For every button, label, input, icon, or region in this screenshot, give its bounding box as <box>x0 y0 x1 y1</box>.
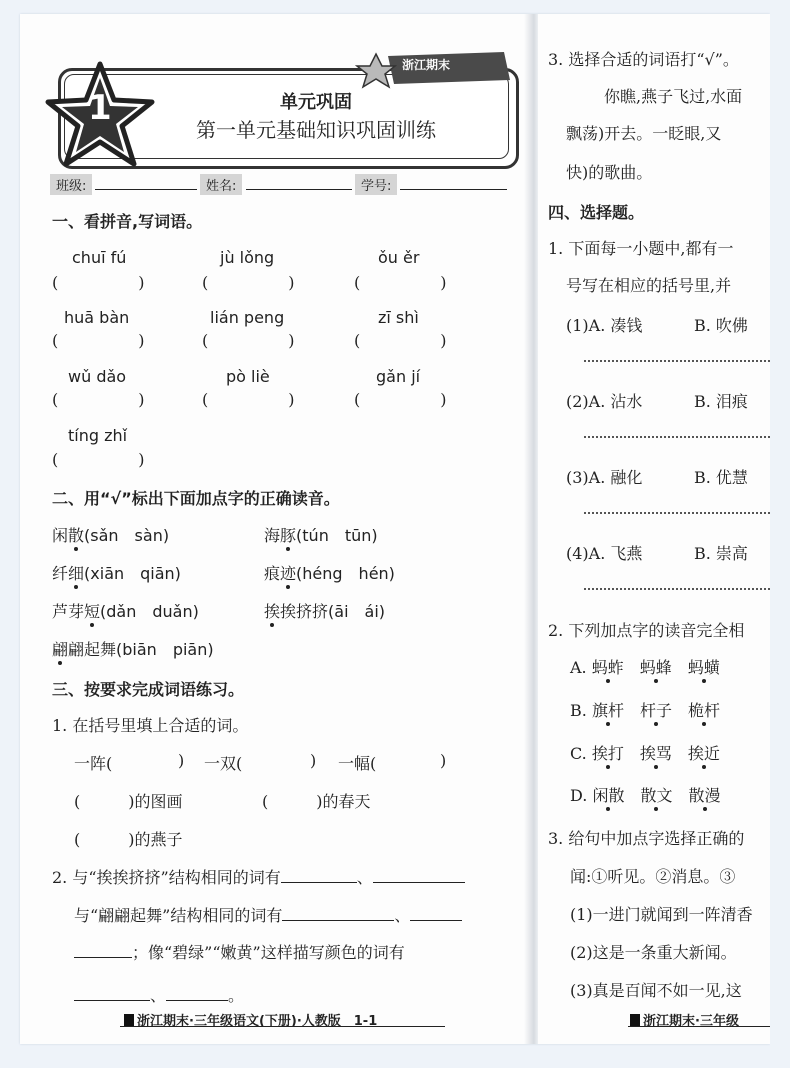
right-q1: 1. 下面每一小题中,都有一 <box>548 239 734 258</box>
answer-line[interactable] <box>584 512 770 514</box>
footer-left: 浙江期末·三年级语文(下册)·人教版 1-1 <box>124 1010 377 1029</box>
option-a[interactable]: (3)A. 融化 <box>566 468 643 487</box>
pinyin: wǔ dǎo <box>68 367 127 386</box>
pinyin: zī shì <box>378 308 419 327</box>
answer-box[interactable]: ( ) <box>52 390 145 409</box>
star-number: 1 <box>88 88 112 128</box>
choice-row[interactable]: A. 蚂蚱 蚂蜂 蚂蟥 <box>570 658 720 677</box>
section-4-title: 四、选择题。 <box>548 203 645 222</box>
sentence: (3)真是百闻不如一见,这 <box>570 981 742 1000</box>
sentence: (1)一进门就闻到一阵清香 <box>570 905 753 924</box>
right-q1-cont: 号写在相应的括号里,并 <box>566 276 732 295</box>
answer-box[interactable]: ( ) <box>202 331 295 350</box>
section-3-title: 三、按要求完成词语练习。 <box>52 680 245 699</box>
pinyin: tíng zhǐ <box>68 426 128 445</box>
fill-phrase[interactable]: ( )的燕子 <box>74 830 183 849</box>
reading-item: 海豚(tún tūn) <box>264 526 378 545</box>
fill-phrase: 一阵( <box>74 754 113 773</box>
pinyin: jù lǒng <box>220 248 275 267</box>
reading-item: 闲散(sǎn sàn) <box>52 526 170 545</box>
choice-row[interactable]: B. 旗杆 杆子 桅杆 <box>570 701 721 720</box>
fill-phrase: 一双( <box>204 754 243 773</box>
id-label: 学号: <box>355 174 397 195</box>
question-2: 2. 与“挨挨挤挤”结构相同的词有 、 <box>52 865 465 888</box>
option-b[interactable]: B. 优慧 <box>694 468 748 487</box>
answer-box[interactable]: ( ) <box>52 273 145 292</box>
right-q3-line: 飘荡)开去。一眨眼,又 <box>566 124 722 143</box>
answer-line[interactable] <box>584 360 770 362</box>
badge-text: 浙江期末 <box>402 58 451 72</box>
answer-box[interactable]: ( ) <box>354 331 447 350</box>
question-2-line-3: ；像“碧绿”“嫩黄”这样描写颜色的词有 <box>74 940 405 963</box>
question-2-line-4: 、 。 <box>74 983 244 1006</box>
right-q2: 2. 下列加点字的读音完全相 <box>548 621 745 640</box>
definition: 闻:①听见。②消息。③ <box>570 867 736 886</box>
footer-right: 浙江期末·三年级 <box>630 1010 739 1029</box>
pinyin: pò liè <box>226 367 270 386</box>
class-field[interactable] <box>95 189 197 190</box>
id-field[interactable] <box>400 189 507 190</box>
reading-item: 芦芽短(dǎn duǎn) <box>52 602 199 621</box>
fill-phrase[interactable]: ( )的春天 <box>262 792 371 811</box>
choice-row[interactable]: C. 挨打 挨骂 挨近 <box>570 744 720 763</box>
reading-item: 痕迹(héng hén) <box>264 564 395 583</box>
unit-subtitle: 第一单元基础知识巩固训练 <box>196 118 436 142</box>
right-q3-line: 快)的歌曲。 <box>566 163 653 182</box>
pinyin: ǒu ěr <box>378 248 420 267</box>
answer-box[interactable]: ( ) <box>52 331 145 350</box>
fill-phrase: 一幅( <box>338 754 377 773</box>
choice-row[interactable]: D. 闲散 散文 散漫 <box>570 786 721 805</box>
fill-phrase[interactable]: ( )的图画 <box>74 792 183 811</box>
option-a[interactable]: (1)A. 凑钱 <box>566 316 643 335</box>
option-b[interactable]: B. 吹佛 <box>694 316 748 335</box>
option-a[interactable]: (2)A. 沾水 <box>566 392 643 411</box>
answer-box[interactable]: ( ) <box>52 450 145 469</box>
section-2-title: 二、用“√”标出下面加点字的正确读音。 <box>52 489 340 508</box>
answer-line[interactable] <box>584 436 770 438</box>
question-1: 1. 在括号里填上合适的词。 <box>52 716 249 735</box>
answer-line[interactable] <box>584 588 770 590</box>
answer-box[interactable]: ( ) <box>202 390 295 409</box>
sentence: (2)这是一条重大新闻。 <box>570 943 737 962</box>
right-q3-line: 你瞧,燕子飞过,水面 <box>604 87 743 106</box>
name-field[interactable] <box>246 189 352 190</box>
pinyin: lián peng <box>210 308 285 327</box>
pinyin: chuī fú <box>72 248 127 267</box>
pinyin: huā bàn <box>64 308 130 327</box>
fill-paren: ) <box>440 751 447 770</box>
right-q3-title: 3. 选择合适的词语打“√”。 <box>548 50 739 69</box>
option-b[interactable]: B. 崇高 <box>694 544 748 563</box>
option-b[interactable]: B. 泪痕 <box>694 392 748 411</box>
right-q3b: 3. 给句中加点字选择正确的 <box>548 829 745 848</box>
answer-box[interactable]: ( ) <box>354 273 447 292</box>
name-label: 姓名: <box>200 174 242 195</box>
right-edge-mask <box>770 0 790 1068</box>
page-gutter <box>524 14 538 1044</box>
answer-box[interactable]: ( ) <box>202 273 295 292</box>
fill-paren: ) <box>178 751 185 770</box>
pinyin: gǎn jí <box>376 367 421 386</box>
question-2-line-2: 与“翩翩起舞”结构相同的词有 、 <box>74 903 462 926</box>
answer-box[interactable]: ( ) <box>354 390 447 409</box>
reading-item: 纤细(xiān qiān) <box>52 564 181 583</box>
option-a[interactable]: (4)A. 飞燕 <box>566 544 643 563</box>
class-label: 班级: <box>50 174 92 195</box>
section-1-title: 一、看拼音,写词语。 <box>52 212 203 231</box>
unit-title: 单元巩固 <box>280 92 352 113</box>
reading-item: 翩翩起舞(biān piān) <box>52 640 214 659</box>
reading-item: 挨挨挤挤(āi ái) <box>264 602 386 621</box>
fill-paren: ) <box>310 751 317 770</box>
